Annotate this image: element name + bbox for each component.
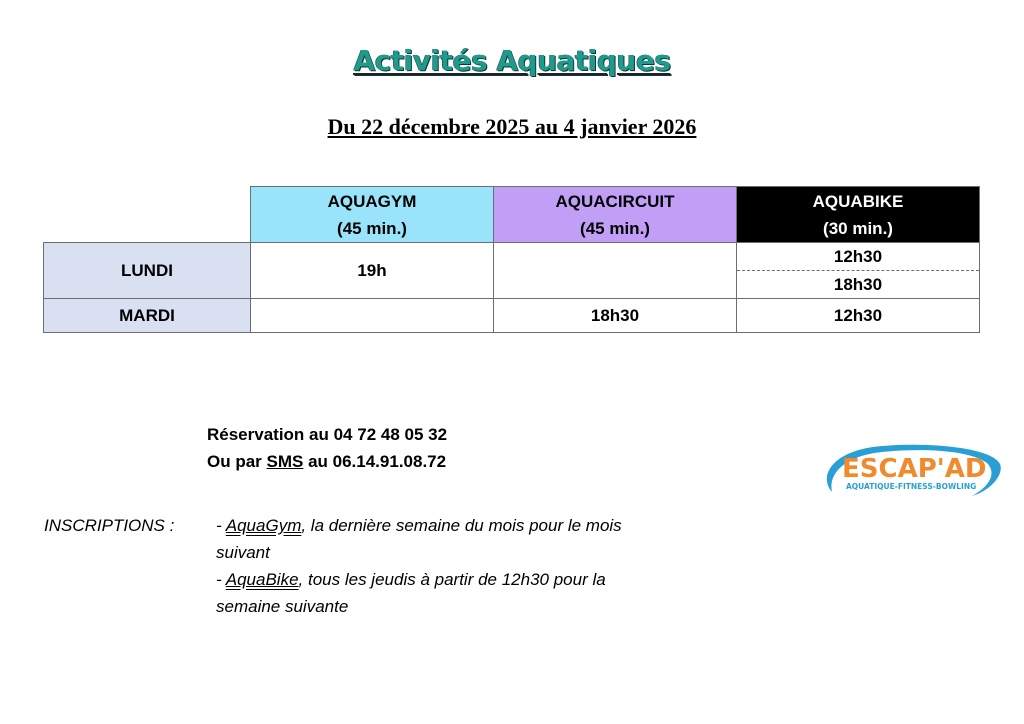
cell-mardi-aquabike: 12h30	[737, 299, 980, 333]
cell-lundi-aquacircuit	[494, 243, 737, 299]
table-row	[44, 299, 980, 333]
cell-mardi-aquagym	[251, 299, 494, 333]
logo-tagline: AQUATIQUE-FITNESS-BOWLING	[846, 482, 977, 491]
reservation-sms	[207, 448, 447, 475]
header-aquagym-name: AQUAGYM	[327, 191, 417, 211]
header-aquacircuit	[494, 187, 737, 243]
inscription-dash: -	[216, 516, 226, 535]
header-aquagym	[251, 187, 494, 243]
day-cell-lundi: LUNDI	[44, 243, 251, 299]
inscription-aquagym-text: , la dernière semaine du mois pour le mois suivant	[216, 516, 622, 562]
header-aquabike-name: AQUABIKE	[812, 191, 904, 211]
header-aquabike	[737, 187, 980, 243]
day-cell-mardi: MARDI	[44, 299, 251, 333]
header-aquagym-duration: (45 min.)	[337, 218, 407, 238]
cell-lundi-aquabike-1: 12h30	[737, 243, 980, 271]
date-range-subtitle: Du 22 décembre 2025 au 4 janvier 2026	[327, 114, 697, 139]
logo-text: ESCAP'AD	[842, 454, 987, 484]
header-aquabike-duration: (30 min.)	[823, 218, 893, 238]
inscription-aquabike-text: , tous les jeudis à partir de 12h30 pour la semaine suivante	[216, 570, 606, 616]
cell-lundi-aquabike-2: 18h30	[737, 271, 980, 299]
inscription-item-aquabike	[216, 566, 656, 620]
schedule-table	[43, 186, 980, 333]
reservation-phone: Réservation au 04 72 48 05 32	[207, 425, 448, 444]
header-aquacircuit-name: AQUACIRCUIT	[555, 191, 675, 211]
inscriptions-list	[216, 512, 656, 620]
escapad-logo	[822, 440, 1004, 504]
inscription-aquabike-name: AquaBike	[225, 570, 299, 589]
inscriptions-label: INSCRIPTIONS :	[44, 516, 175, 535]
inscription-dash: -	[216, 570, 226, 589]
table-header-row	[44, 187, 980, 243]
reservation-block	[207, 421, 447, 475]
reservation-sms-word: SMS	[266, 452, 304, 471]
reservation-sms-prefix: Ou par	[207, 452, 267, 471]
inscription-aquagym-name: AquaGym	[225, 516, 302, 535]
reservation-sms-number: au 06.14.91.08.72	[303, 452, 447, 471]
cell-mardi-aquacircuit: 18h30	[494, 299, 737, 333]
table-row	[44, 243, 980, 271]
inscription-item-aquagym	[216, 512, 656, 566]
cell-lundi-aquagym: 19h	[251, 243, 494, 299]
header-corner-cell	[44, 187, 251, 243]
page-title: Activités Aquatiques	[353, 44, 671, 77]
header-aquacircuit-duration: (45 min.)	[580, 218, 650, 238]
